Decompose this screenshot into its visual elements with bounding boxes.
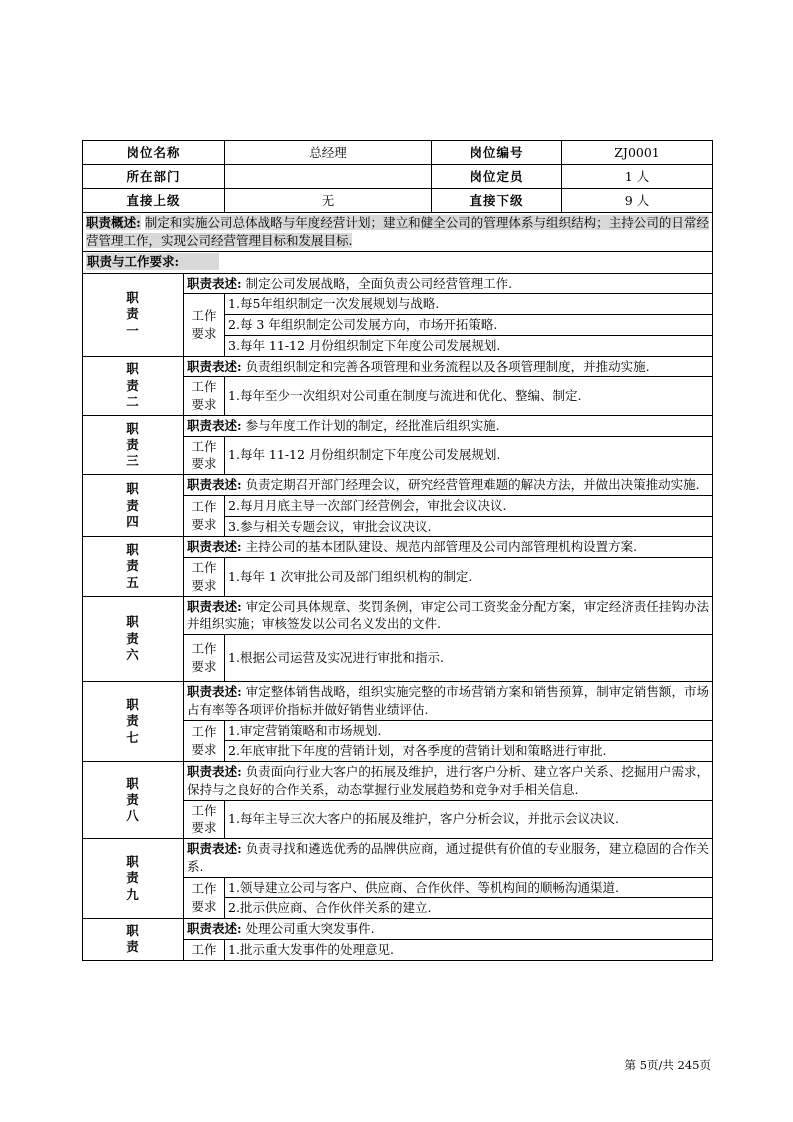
req-label-line: 工作 <box>191 560 217 575</box>
requirement-label-9 <box>184 877 225 919</box>
header-value-headcount: 1 人 <box>562 165 713 189</box>
desc-label: 职责表述: <box>187 275 242 291</box>
requirement-label-1 <box>184 294 225 356</box>
desc-text: 负责面向行业大客户的拓展及维护，进行客户分析、建立客户关系、挖掘用户需求，保持与之良好的合作关系，动态掌握行业发展趋势和竞争对手相关信息. <box>187 764 709 797</box>
responsibility-index-1 <box>83 273 184 356</box>
section-title-cell <box>83 251 713 273</box>
desc-text: 负责组织制定和完善各项管理和业务流程以及各项管理制度，并推动实施. <box>245 358 650 374</box>
req-label-line: 要求 <box>191 517 217 532</box>
index-char: 职 <box>126 775 140 791</box>
index-char: 责 <box>126 377 140 393</box>
responsibility-index-7 <box>83 682 184 762</box>
req-label-line: 要求 <box>191 898 217 914</box>
desc-text: 审定整体销售战略，组织实施完整的市场营销方案和销售预算，制审定销售额，市场占有率等各项评价指标并做好销售业绩评估. <box>187 684 709 717</box>
requirement-item: 1.每年 1 次审批公司及部门组织机构的制定. <box>225 558 713 597</box>
requirement-label-6 <box>184 635 225 682</box>
job-description-table <box>82 140 713 961</box>
responsibility-desc-row <box>83 596 713 635</box>
requirement-item: 1.每5年组织制定一次发展规划与战略. <box>225 294 713 315</box>
desc-text: 负责寻找和遴选优秀的品牌供应商，通过提供有价值的专业服务，建立稳固的合作关系. <box>187 841 709 874</box>
desc-label: 职责表述: <box>187 539 242 555</box>
index-char: 职 <box>126 542 140 557</box>
desc-text: 负责定期召开部门经理会议，研究经营管理难题的解决方法，并做出决策推动实施. <box>245 477 700 492</box>
requirement-item: 1.每年至少一次组织对公司重在制度与流进和优化、整编、制定. <box>225 377 713 416</box>
desc-label: 职责表述: <box>187 764 242 779</box>
index-char: 职 <box>126 481 140 497</box>
header-value-supervisor: 无 <box>225 189 432 213</box>
desc-text: 主持公司的基本团队建设、规范内部管理及公司内部管理机构设置方案. <box>245 539 638 555</box>
requirement-item: 2.年底审批下年度的营销计划，对各季度的营销计划和策略进行审批. <box>225 741 713 762</box>
index-char: 责 <box>126 558 140 574</box>
responsibility-index-2 <box>83 356 184 415</box>
index-char: 职 <box>126 420 140 436</box>
index-char: 二 <box>126 393 140 409</box>
index-char: 四 <box>126 513 140 529</box>
req-label-line: 要求 <box>191 659 217 674</box>
req-label-line: 工作 <box>191 802 217 818</box>
index-char: 九 <box>126 886 140 902</box>
req-label-line: 要求 <box>191 741 217 757</box>
index-char: 职 <box>126 361 140 377</box>
responsibility-description-8 <box>184 762 713 801</box>
section-title-text: 职责与工作要求: <box>86 253 219 270</box>
summary-row <box>83 213 713 252</box>
index-char: 责 <box>126 497 140 513</box>
responsibility-description-5 <box>184 537 713 558</box>
req-label-line: 工作 <box>191 641 217 657</box>
responsibility-desc-row <box>83 273 713 294</box>
responsibility-description-7 <box>184 682 713 721</box>
header-label-subordinates: 直接下级 <box>432 189 562 213</box>
index-char: 职 <box>126 290 140 306</box>
header-value-subordinates: 9 人 <box>562 189 713 213</box>
responsibility-description-1 <box>184 273 713 294</box>
req-label-line: 工作 <box>191 308 217 324</box>
responsibility-index-8 <box>83 762 184 839</box>
index-char: 责 <box>126 306 140 322</box>
header-value-department <box>225 165 432 189</box>
req-label-line: 工作 <box>191 499 217 515</box>
desc-text: 处理公司重大突发事件. <box>245 921 375 936</box>
desc-label: 职责表述: <box>187 358 242 374</box>
header-label-job-code: 岗位编号 <box>432 141 562 165</box>
index-char: 职 <box>126 697 140 713</box>
req-label-line: 工作 <box>191 941 217 957</box>
index-char: 五 <box>126 574 140 590</box>
requirement-label-5 <box>184 558 225 597</box>
responsibility-desc-row <box>83 356 713 377</box>
responsibility-index-9 <box>83 839 184 919</box>
header-label-department: 所在部门 <box>83 165 225 189</box>
responsibility-desc-row <box>83 415 713 436</box>
req-label-line: 要求 <box>191 577 217 593</box>
index-char: 职 <box>126 614 140 630</box>
page-footer: 第 5页/共 245页 <box>624 1058 711 1072</box>
responsibility-description-2 <box>184 356 713 377</box>
header-value-job-title: 总经理 <box>225 141 432 165</box>
req-label-line: 工作 <box>191 724 217 739</box>
desc-label: 职责表述: <box>187 841 242 856</box>
index-char: 三 <box>126 453 140 468</box>
index-char: 责 <box>126 791 140 807</box>
requirement-label-10 <box>184 939 225 960</box>
desc-text: 参与年度工作计划的制定，经批准后组织实施. <box>245 417 500 433</box>
requirement-item: 3.参与相关专题会议，审批会议决议. <box>225 516 713 537</box>
index-char: 责 <box>126 630 140 646</box>
desc-text: 审定公司具体规章、奖罚条例，审定公司工资奖金分配方案，审定经济责任挂钩办法并组织实施；审核签发以公司名义发出的文件. <box>187 598 709 632</box>
header-row <box>83 189 713 213</box>
requirement-label-7 <box>184 720 225 762</box>
req-label-line: 要求 <box>191 397 217 412</box>
index-char: 责 <box>126 870 140 886</box>
req-label-line: 工作 <box>191 438 217 454</box>
responsibility-desc-row <box>83 475 713 496</box>
responsibility-desc-row <box>83 919 713 940</box>
requirement-item: 3.每年 11-12 月份组织制定下年度公司发展规划. <box>225 335 713 356</box>
header-label-headcount: 岗位定员 <box>432 165 562 189</box>
header-row <box>83 141 713 165</box>
index-char: 责 <box>126 436 140 452</box>
index-char: 一 <box>126 322 140 338</box>
requirement-item: 1.每年主导三次大客户的拓展及维护，客户分析会议，并批示会议决议. <box>225 800 713 839</box>
responsibility-description-6 <box>184 596 713 635</box>
requirement-label-8 <box>184 800 225 839</box>
req-label-line: 要求 <box>191 325 217 341</box>
index-char: 责 <box>126 939 140 955</box>
requirement-item: 1.审定营销策略和市场规划. <box>225 720 713 741</box>
desc-label: 职责表述: <box>187 598 242 614</box>
requirement-item: 2.每月月底主导一次部门经营例会，审批会议决议. <box>225 495 713 516</box>
responsibility-desc-row <box>83 682 713 721</box>
desc-label: 职责表述: <box>187 417 242 433</box>
desc-text: 制定公司发展战略，全面负责公司经营管理工作. <box>245 275 513 291</box>
responsibility-index-3 <box>83 415 184 474</box>
header-label-job-title: 岗位名称 <box>83 141 225 165</box>
duty-summary-cell <box>83 213 713 252</box>
desc-label: 职责表述: <box>187 477 242 492</box>
header-label-supervisor: 直接上级 <box>83 189 225 213</box>
responsibility-index-4 <box>83 475 184 537</box>
duty-summary-text: 制定和实施公司总体战略与年度经营计划；建立和健全公司的管理体系与组织结构；主持公司的日常经营管理工作，实现公司经营管理目标和发展目标. <box>86 215 709 248</box>
header-value-job-code: ZJ0001 <box>562 141 713 165</box>
req-label-line: 要求 <box>191 456 217 472</box>
index-char: 七 <box>126 729 140 745</box>
requirement-item: 1.领导建立公司与客户、供应商、合作伙伴、等机构间的顺畅沟通渠道. <box>225 877 713 898</box>
responsibility-description-4 <box>184 475 713 496</box>
table-body <box>83 141 713 961</box>
responsibility-index-6 <box>83 596 184 682</box>
duty-summary-label: 职责概述: <box>86 215 141 230</box>
responsibility-desc-row <box>83 839 713 878</box>
responsibility-desc-row <box>83 537 713 558</box>
responsibility-index-10 <box>83 919 184 961</box>
index-char: 职 <box>126 923 140 938</box>
responsibility-desc-row <box>83 762 713 801</box>
req-label-line: 工作 <box>191 379 217 395</box>
req-label-line: 工作 <box>191 881 217 896</box>
responsibility-description-9 <box>184 839 713 878</box>
responsibility-index-5 <box>83 537 184 596</box>
requirement-label-2 <box>184 377 225 416</box>
requirement-label-3 <box>184 436 225 475</box>
desc-label: 职责表述: <box>187 921 242 936</box>
responsibility-description-10 <box>184 919 713 940</box>
requirement-label-4 <box>184 495 225 537</box>
requirement-item: 2.每 3 年组织制定公司发展方向，市场开拓策略. <box>225 315 713 336</box>
section-title-row <box>83 251 713 273</box>
responsibility-description-3 <box>184 415 713 436</box>
index-char: 责 <box>126 713 140 729</box>
req-label-line: 要求 <box>191 820 217 836</box>
index-char: 六 <box>126 646 140 662</box>
desc-label: 职责表述: <box>187 684 242 699</box>
requirement-item: 1.批示重大发事件的处理意见. <box>225 939 713 960</box>
index-char: 八 <box>126 808 140 824</box>
header-row <box>83 165 713 189</box>
index-char: 职 <box>126 854 140 870</box>
requirement-item: 1.每年 11-12 月份组织制定下年度公司发展规划. <box>225 436 713 475</box>
requirement-item: 2.批示供应商、合作伙伴关系的建立. <box>225 898 713 919</box>
requirement-item: 1.根据公司运营及实况进行审批和指示. <box>225 635 713 682</box>
